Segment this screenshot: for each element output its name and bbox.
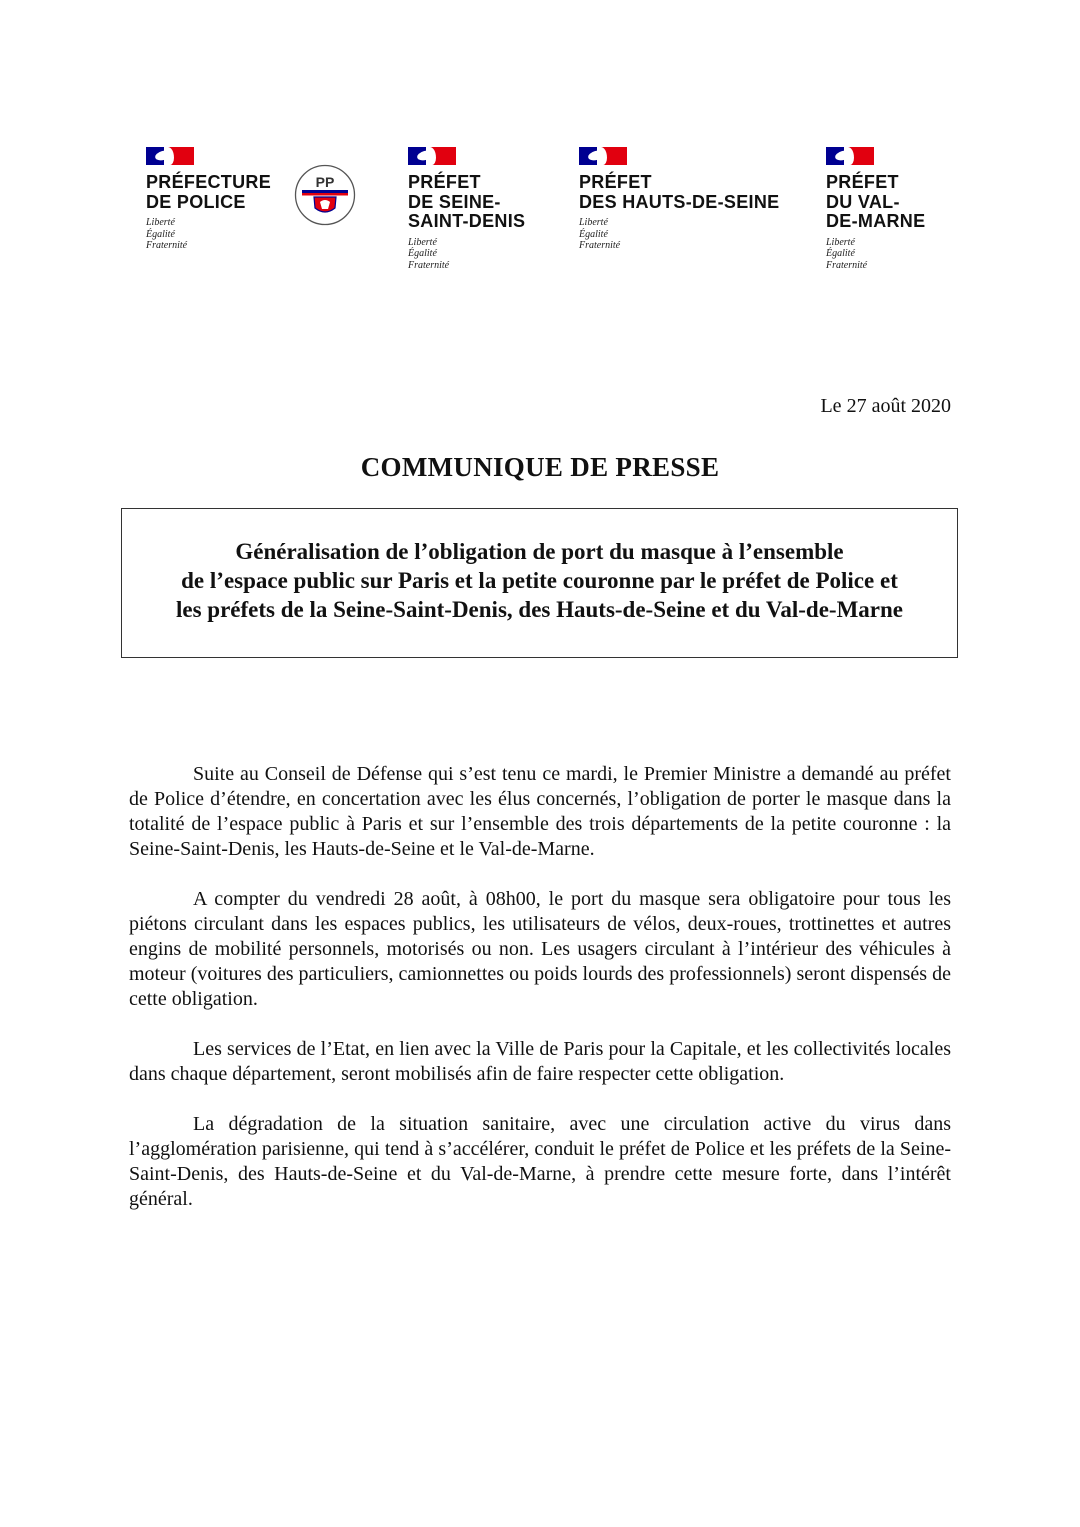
logo-title: PRÉFET DU VAL- DE-MARNE xyxy=(826,172,926,231)
logo-motto: Liberté Égalité Fraternité xyxy=(579,217,621,251)
logo-motto: Liberté Égalité Fraternité xyxy=(826,236,868,271)
paragraph: Les services de l’Etat, en lien avec la Ville de Paris pour la Capitale, et les collectivités locales dans chaque département, seront mobilisés afin de faire respecter cette obligation. xyxy=(129,1038,951,1085)
logo-title: PRÉFECTURE DE POLICE xyxy=(146,172,272,212)
document-body xyxy=(129,762,951,1237)
logo-title: PRÉFET DES HAUTS-DE-SEINE xyxy=(579,172,780,212)
marianne-flag-icon xyxy=(146,147,194,165)
logo-title: PRÉFET DE SEINE- SAINT-DENIS xyxy=(408,172,526,231)
paragraph: Suite au Conseil de Défense qui s’est tenu ce mardi, le Premier Ministre a demandé au préfet de Police d’étendre, en concertation avec les élus concernés, l’obligation de porter le masque dans la totalité de l’espace public à Paris et sur l’ensemble des trois départements de la petite couronne : la Seine-Saint-Denis, les Hauts-de-Seine et le Val-de-Marne. xyxy=(129,763,951,860)
logo-prefecture-de-police xyxy=(146,147,271,252)
document-date: Le 27 août 2020 xyxy=(820,395,951,417)
police-seal-icon xyxy=(294,164,356,226)
press-release-title: Généralisation de l’obligation de port du masque à l’ensemble de l’espace public sur Paris et la petite couronne par le préfet de Police et les préfets de la Seine-Saint-Denis, des Hauts-de-Seine et du Val-de-Marne xyxy=(175,538,904,622)
title-box xyxy=(121,508,958,658)
logo-prefet-val-de-marne xyxy=(826,147,925,271)
logo-motto: Liberté Égalité Fraternité xyxy=(146,217,188,251)
marianne-flag-icon xyxy=(408,147,456,165)
paragraph: La dégradation de la situation sanitaire, avec une circulation active du virus dans l’agglomération parisienne, qui tend à s’accélérer, conduit le préfet de Police et les préfets de la Seine-Saint-Denis, des Hauts-de-Seine et du Val-de-Marne, à prendre cette mesure forte, dans l’intérêt général. xyxy=(129,1113,951,1210)
logo-motto: Liberté Égalité Fraternité xyxy=(408,236,450,271)
marianne-flag-icon xyxy=(826,147,874,165)
seal-letters: PP xyxy=(315,174,335,190)
marianne-flag-icon xyxy=(579,147,627,165)
page-title: COMMUNIQUE DE PRESSE xyxy=(360,452,720,482)
paragraph: A compter du vendredi 28 août, à 08h00, le port du masque sera obligatoire pour tous les piétons circulant dans les espaces publics, les utilisateurs de vélos, deux-roues, trottinettes et autres engins de mobilité personnels, motorisés ou non. Les usagers circulant à l’intérieur des véhicules à moteur (voitures des particuliers, camionnettes ou poids lourds des professionnels) seront dispensés de cette obligation. xyxy=(129,888,951,1010)
logo-prefet-seine-saint-denis xyxy=(408,147,525,271)
logo-prefet-hauts-de-seine xyxy=(579,147,779,252)
